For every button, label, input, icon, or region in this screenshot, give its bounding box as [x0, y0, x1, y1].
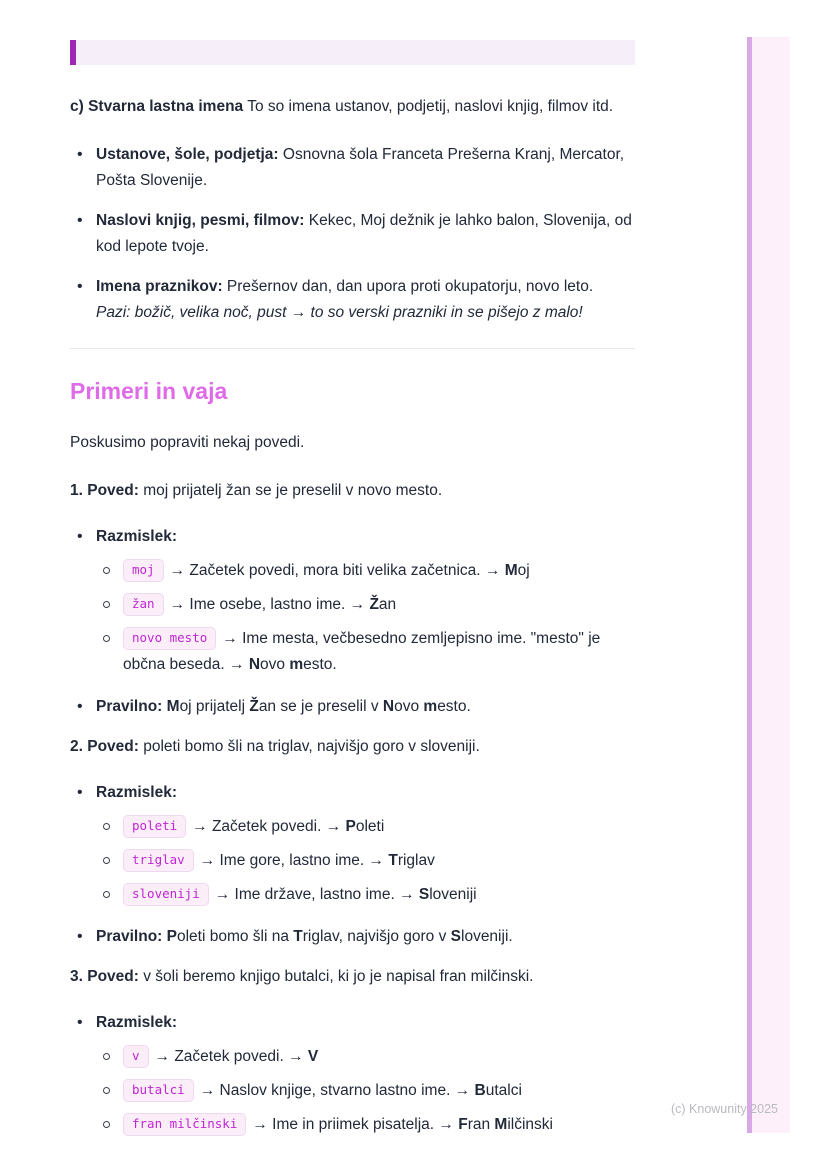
highlight-callout-bar — [70, 40, 635, 65]
step-explanation: → Začetek povedi. → V — [154, 1048, 319, 1065]
step-explanation: → Ime gore, lastno ime. → Triglav — [199, 852, 435, 869]
list-item-ustanove — [70, 142, 635, 194]
example-1-list — [70, 524, 635, 720]
section-title: Primeri in vaja — [70, 378, 228, 404]
analysis-step — [96, 1078, 635, 1104]
example-3-razmislek — [70, 1010, 635, 1138]
example-1-sentence — [70, 478, 635, 504]
razmislek-label: Razmislek: — [96, 1014, 177, 1031]
list-item-text: • Naslovi knjig, pesmi, filmov: Kekec, Moj dežnik je lahko balon, Slovenija, od kod lepote tvoje. — [96, 212, 632, 255]
analysis-step — [96, 848, 635, 874]
example-3-sentence — [70, 964, 635, 990]
example-2-steps — [96, 814, 635, 908]
example-3-label: 3. Poved: — [70, 968, 139, 985]
razmislek-label: Razmislek: — [96, 784, 177, 801]
code-chip: poleti — [123, 815, 186, 838]
analysis-step — [96, 1112, 635, 1138]
example-1-text: moj prijatelj žan se je preselil v novo mesto. — [138, 482, 443, 499]
step-explanation: → Začetek povedi. → Poleti — [192, 818, 385, 835]
example-1-razmislek — [70, 524, 635, 678]
analysis-step — [96, 1044, 635, 1070]
list-item-text: • Ustanove, šole, podjetja: Osnovna šola Franceta Prešerna Kranj, Mercator, Pošta Slovenije. — [96, 146, 625, 189]
pravilno-label: Pravilno: — [96, 698, 163, 715]
analysis-step — [96, 558, 635, 584]
pravilno-text: Poleti bomo šli na Triglav, najvišjo goro v Sloveniji. — [166, 928, 513, 945]
pravilno-label: Pravilno: — [96, 928, 163, 945]
copyright-notice: (c) Knowunity 2025 — [670, 1102, 778, 1116]
step-explanation: → Začetek povedi, mora biti velika začetnica. → Moj — [169, 562, 530, 579]
example-2-list — [70, 780, 635, 950]
code-chip: triglav — [123, 849, 194, 872]
code-chip: moj — [123, 559, 164, 582]
razmislek-label: Razmislek: — [96, 528, 177, 545]
example-3-text: v šoli beremo knjigo butalci, ki jo je napisal fran milčinski. — [138, 968, 534, 985]
example-1-steps — [96, 558, 635, 678]
step-explanation: → Naslov knjige, stvarno lastno ime. → Butalci — [199, 1082, 522, 1099]
example-2-text: poleti bomo šli na triglav, najvišjo goro v sloveniji. — [138, 738, 480, 755]
example-3-steps — [96, 1044, 635, 1138]
document-content — [70, 40, 635, 1152]
list-item-text: • Imena praznikov: Prešernov dan, dan upora proti okupatorju, novo leto. — [96, 278, 594, 295]
step-explanation: → Ime in priimek pisatelja. → Fran Milčinski — [252, 1116, 553, 1133]
example-2-razmislek — [70, 780, 635, 908]
step-explanation: → Ime osebe, lastno ime. → Žan — [169, 596, 397, 613]
side-decoration-line — [747, 37, 752, 1133]
example-2-label: 2. Poved: — [70, 738, 139, 755]
analysis-step — [96, 626, 635, 678]
example-2-sentence — [70, 734, 635, 760]
intro-paragraph: c) Stvarna lastna imena To so imena ustanov, podjetij, naslovi knjig, filmov itd. — [70, 98, 614, 115]
example-3-list — [70, 1010, 635, 1138]
side-decoration-band — [752, 37, 790, 1133]
list-item-naslovi — [70, 208, 635, 260]
list-item-prazniki — [70, 274, 635, 326]
section-intro: Poskusimo popraviti nekaj povedi. — [70, 434, 305, 451]
section-divider — [70, 348, 635, 349]
step-explanation: → Ime mesta, večbesedno zemljepisno ime. "mesto" je občna beseda. → Novo mesto. — [123, 630, 601, 673]
example-2-pravilno — [70, 924, 635, 950]
warning-note: Pazi: božič, velika noč, pust → to so verski prazniki in se pišejo z malo! — [96, 304, 583, 321]
code-chip: fran milčinski — [123, 1113, 246, 1136]
example-1-pravilno — [70, 694, 635, 720]
code-chip: žan — [123, 593, 164, 616]
example-1-label: 1. Poved: — [70, 482, 139, 499]
step-explanation: → Ime države, lastno ime. → Sloveniji — [214, 886, 477, 903]
pravilno-text: Moj prijatelj Žan se je preselil v Novo mesto. — [166, 698, 471, 715]
category-list — [70, 142, 635, 326]
analysis-step — [96, 814, 635, 840]
analysis-step — [96, 592, 635, 618]
code-chip: novo mesto — [123, 627, 216, 650]
code-chip: v — [123, 1045, 149, 1068]
code-chip: butalci — [123, 1079, 194, 1102]
analysis-step — [96, 882, 635, 908]
code-chip: sloveniji — [123, 883, 209, 906]
